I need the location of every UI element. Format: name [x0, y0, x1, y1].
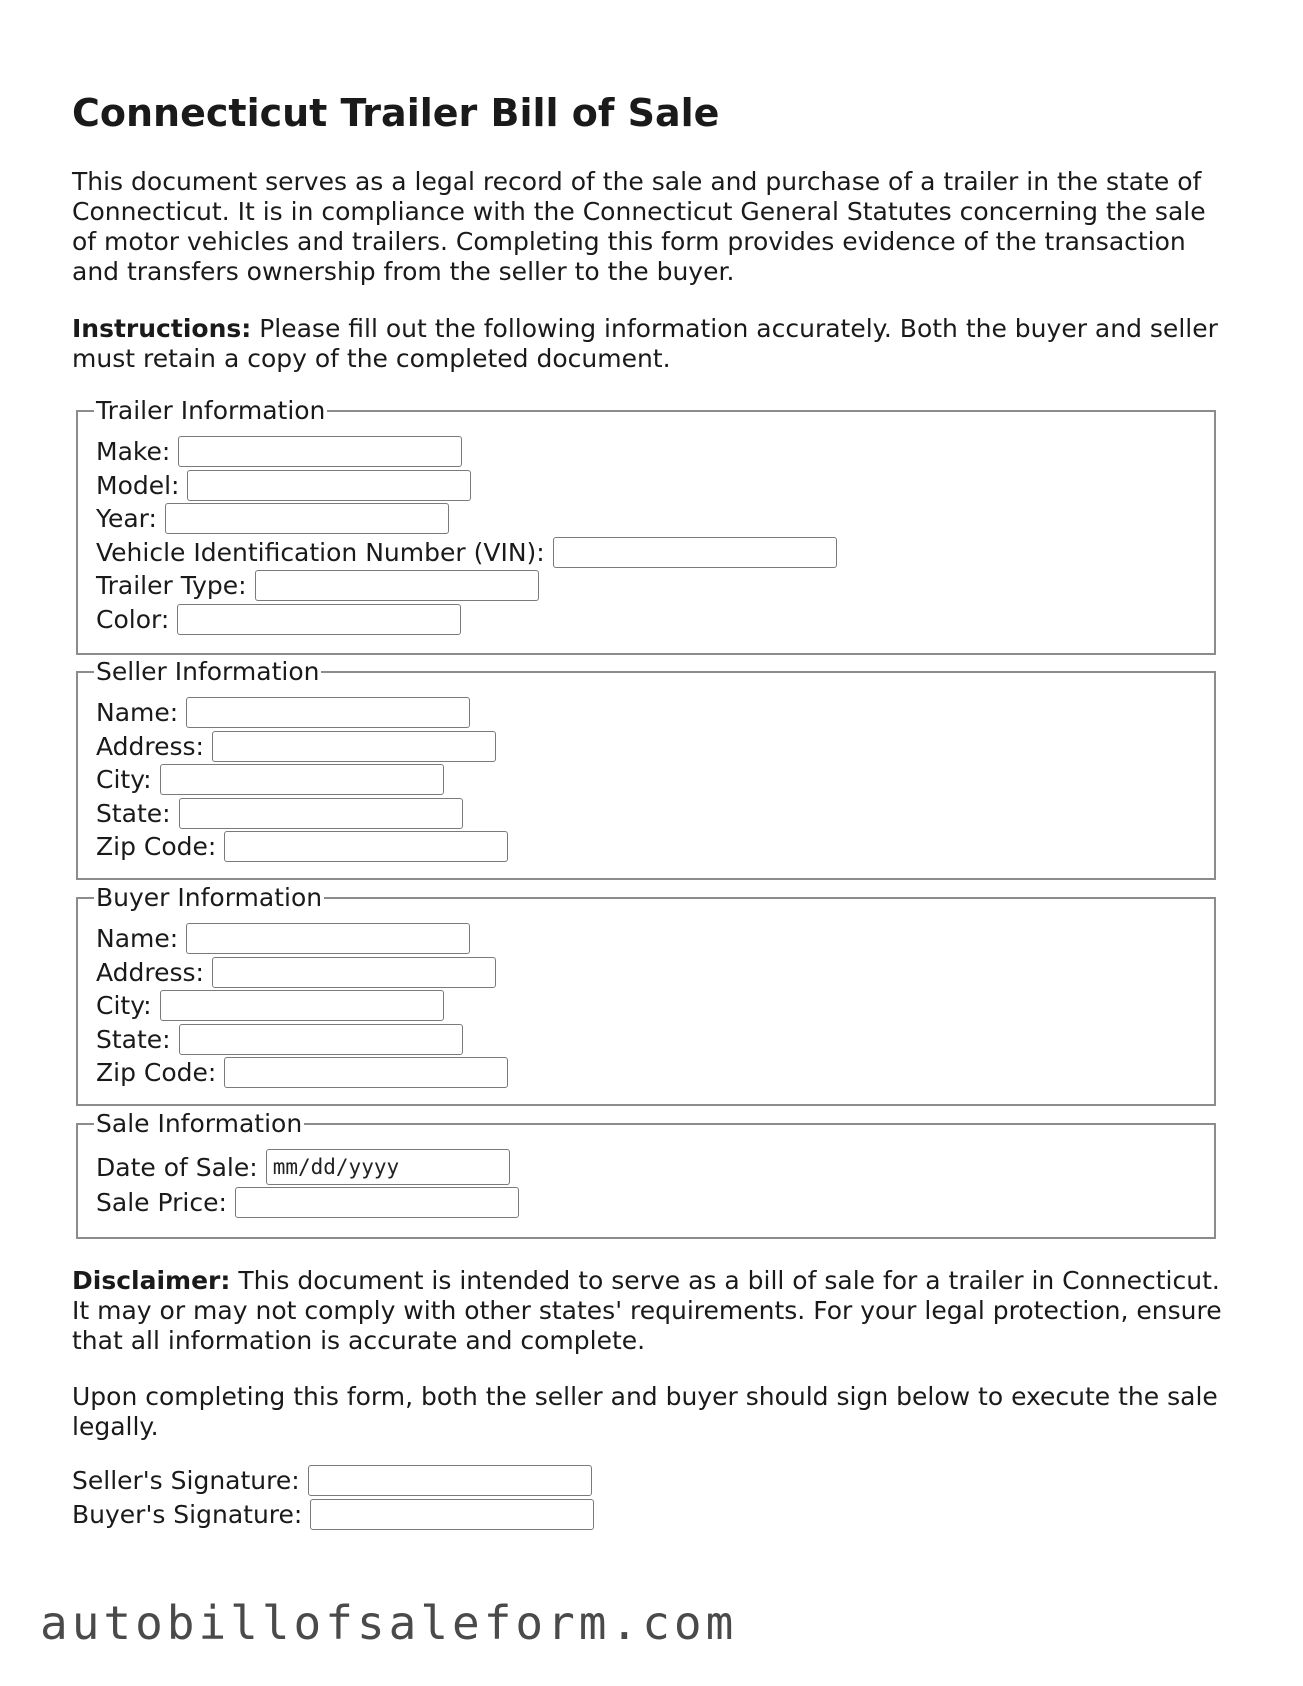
buyer-zip-field[interactable]	[224, 1057, 508, 1088]
signature-block	[72, 1464, 594, 1531]
model-label: Model:	[96, 470, 180, 500]
date-of-sale-label: Date of Sale:	[96, 1152, 258, 1182]
make-label: Make:	[96, 437, 171, 467]
seller-zip-field[interactable]	[224, 831, 508, 862]
instructions-text: Please fill out the following information accurately. Both the buyer and seller must retain a copy of the completed document.	[72, 314, 1218, 373]
buyer-address-label: Address:	[96, 957, 204, 987]
instructions-paragraph	[72, 314, 1232, 374]
seller-name-label: Name:	[96, 698, 179, 728]
disclaimer-text: This document is intended to serve as a bill of sale for a trailer in Connecticut. It may or may not comply with other states' requirements. For your legal protection, ensure that all information is accurate and complete.	[72, 1266, 1222, 1355]
buyer-name-label: Name:	[96, 924, 179, 954]
color-field[interactable]	[177, 604, 461, 635]
sale-information-section	[76, 1110, 1216, 1239]
instructions-label: Instructions:	[72, 314, 252, 343]
buyer-information-legend: Buyer Information	[96, 883, 323, 912]
buyer-signature-label: Buyer's Signature:	[72, 1499, 303, 1529]
buyer-city-label: City:	[96, 991, 152, 1021]
buyer-information-section	[76, 884, 1216, 1106]
year-label: Year:	[96, 504, 157, 534]
buyer-zip-label: Zip Code:	[96, 1058, 217, 1088]
buyer-name-field[interactable]	[186, 923, 470, 954]
model-field[interactable]	[187, 470, 471, 501]
site-watermark: autobillofsaleform.com	[40, 1596, 738, 1650]
buyer-state-field[interactable]	[179, 1024, 463, 1055]
sale-price-label: Sale Price:	[96, 1188, 227, 1218]
vin-field[interactable]	[553, 537, 837, 568]
seller-name-field[interactable]	[186, 697, 470, 728]
execute-note: Upon completing this form, both the seller and buyer should sign below to execute the sale legally.	[72, 1382, 1218, 1441]
make-field[interactable]	[178, 436, 462, 467]
seller-state-label: State:	[96, 798, 171, 828]
date-of-sale-field[interactable]: mm/dd/yyyy	[266, 1149, 510, 1185]
seller-zip-label: Zip Code:	[96, 832, 217, 862]
seller-information-legend: Seller Information	[96, 657, 320, 686]
intro-paragraph: This document serves as a legal record of the sale and purchase of a trailer in the state of Connecticut. It is in compliance with the Connecticut General Statutes concerning the sale of motor vehicles and trailers. Completing this form provides evidence of the transaction and transfers ownership from the seller to the buyer.	[72, 167, 1206, 286]
disclaimer-label: Disclaimer:	[72, 1266, 231, 1295]
seller-address-field[interactable]	[212, 731, 496, 762]
buyer-city-field[interactable]	[160, 990, 444, 1021]
year-field[interactable]	[165, 503, 449, 534]
sale-price-field[interactable]	[235, 1187, 519, 1218]
seller-city-field[interactable]	[160, 764, 444, 795]
seller-information-section	[76, 658, 1216, 880]
trailer-type-label: Trailer Type:	[96, 571, 247, 601]
disclaimer-paragraph	[72, 1266, 1232, 1356]
sale-information-legend: Sale Information	[96, 1109, 303, 1138]
buyer-state-label: State:	[96, 1024, 171, 1054]
page-title: Connecticut Trailer Bill of Sale	[72, 91, 720, 135]
trailer-type-field[interactable]	[255, 570, 539, 601]
seller-city-label: City:	[96, 765, 152, 795]
seller-signature-field[interactable]	[308, 1465, 592, 1496]
seller-address-label: Address:	[96, 731, 204, 761]
seller-state-field[interactable]	[179, 798, 463, 829]
buyer-address-field[interactable]	[212, 957, 496, 988]
color-label: Color:	[96, 604, 170, 634]
trailer-information-section	[76, 397, 1216, 655]
seller-signature-label: Seller's Signature:	[72, 1466, 300, 1496]
buyer-signature-field[interactable]	[310, 1499, 594, 1530]
trailer-information-legend: Trailer Information	[96, 396, 326, 425]
vin-label: Vehicle Identification Number (VIN):	[96, 537, 545, 567]
